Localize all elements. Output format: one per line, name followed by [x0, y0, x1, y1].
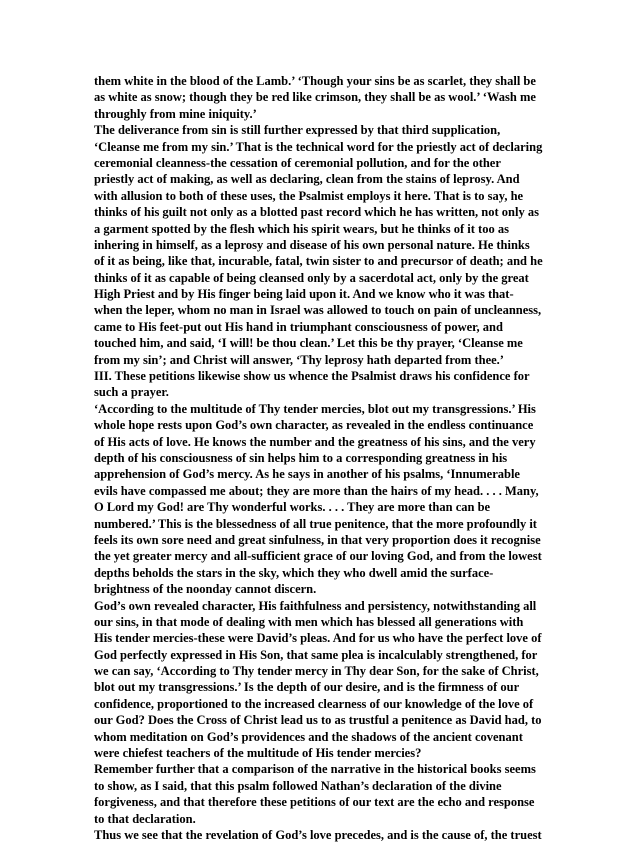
text-line: ‘Cleanse me from my sin.’ That is the technical word for the priestly act of declaring	[94, 139, 543, 154]
text-line: The deliverance from sin is still further expressed by that third supplication,	[94, 123, 501, 138]
text-line: came to His feet-put out His hand in triumphant consciousness of power, and	[94, 319, 503, 334]
text-line: whole hope rests upon God’s own character, as revealed in the endless continuance	[94, 418, 534, 433]
text-line: feels its own sore need and great sinfulness, in that very proportion does it recognise	[94, 532, 541, 547]
text-line: were chiefest teachers of the multitude of His tender mercies?	[94, 746, 422, 761]
text-line: High Priest and by His finger being laid upon it. And we know who it was that-	[94, 287, 514, 302]
text-line: throughly from mine iniquity.’	[94, 106, 257, 121]
text-line: thinks of it as capable of being cleansed only by a sacerdotal act, only by the great	[94, 270, 529, 285]
text-line: brightness of the noonday cannot discern.	[94, 582, 317, 597]
text-line: Thus we see that the revelation of God’s love precedes, and is the cause of, the truest	[94, 827, 542, 842]
text-line: numbered.’ This is the blessedness of all true penitence, that the more profoundly it	[94, 516, 537, 531]
text-line: the yet greater mercy and all-sufficient grace of our loving God, and from the lowest	[94, 549, 542, 564]
text-line: God perfectly expressed in His Son, that same plea is incalculably strengthened, for	[94, 647, 538, 662]
text-line: forgiveness, and that therefore these petitions of our text are the echo and response	[94, 795, 535, 810]
text-line: His tender mercies-these were David’s pleas. And for us who have the perfect love of	[94, 631, 542, 646]
text-line: God’s own revealed character, His faithfulness and persistency, notwithstanding all	[94, 598, 537, 613]
text-line: a garment spotted by the flesh which his spirit wears, but he thinks of it too as	[94, 221, 509, 236]
text-line: ‘According to the multitude of Thy tender mercies, blot out my transgressions.’ His	[94, 401, 536, 416]
text-line: O Lord my God! are Thy wonderful works. . . . They are more than can be	[94, 500, 491, 515]
text-line: blot out my transgressions.’ Is the depth of our desire, and is the firmness of our	[94, 680, 520, 695]
text-line: touched him, and said, ‘I will! be thou clean.’ Let this be thy prayer, ‘Cleanse me	[94, 336, 523, 351]
body-text	[94, 73, 554, 843]
text-line: from my sin’; and Christ will answer, ‘Thy leprosy hath departed from thee.’	[94, 352, 504, 367]
text-line: to show, as I said, that this psalm followed Nathan’s declaration of the divine	[94, 778, 502, 793]
text-line: inhering in himself, as a leprosy and disease of his own personal nature. He thinks	[94, 237, 530, 252]
text-line: priestly act of making, as well as declaring, clean from the stains of leprosy. And	[94, 172, 520, 187]
text-line: such a prayer.	[94, 385, 169, 400]
text-line: ceremonial cleanness-the cessation of ceremonial pollution, and for the other	[94, 155, 501, 170]
text-line: whom meditation on God’s providences and the shadows of the ancient covenant	[94, 729, 523, 744]
text-line: we can say, ‘According to Thy tender mercy in Thy dear Son, for the sake of Christ,	[94, 664, 539, 679]
text-line: them white in the blood of the Lamb.’ ‘Though your sins be as scarlet, they shall be	[94, 74, 536, 88]
text-line: depths beholds the stars in the sky, which they who dwell amid the surface-	[94, 565, 494, 580]
text-line: to that declaration.	[94, 811, 196, 826]
text-line: confidence, proportioned to the increased clearness of our knowledge of the love of	[94, 696, 534, 711]
text-line: our God? Does the Cross of Christ lead us to as trustful a penitence as David had, to	[94, 713, 542, 728]
text-line: thinks of his guilt not only as a blotted past record which he has written, not only as	[94, 205, 539, 220]
text-line: depth of his consciousness of sin helps him to a corresponding greatness in his	[94, 450, 508, 465]
text-line: apprehension of God’s mercy. As he says in another of his psalms, ‘Innumerable	[94, 467, 520, 482]
text-line: of it as being, like that, incurable, fatal, twin sister to and precursor of death; and he	[94, 254, 543, 269]
text-line: of His acts of love. He knows the number and the greatness of his sins, and the very	[94, 434, 536, 449]
text-line: when the leper, whom no man in Israel was allowed to touch on pain of uncleanness,	[94, 303, 542, 318]
text-line: evils have compassed me about; they are more than the hairs of my head. . . . Many,	[94, 483, 539, 498]
text-line: with allusion to both of these uses, the Psalmist employs it here. That is to say, he	[94, 188, 524, 203]
text-line: our sins, in that mode of dealing with men which has blessed all generations with	[94, 614, 524, 629]
text-line: as white as snow; though they be red like crimson, they shall be as wool.’ ‘Wash me	[94, 90, 536, 105]
text-line: III. These petitions likewise show us whence the Psalmist draws his confidence for	[94, 369, 530, 384]
text-line: Remember further that a comparison of the narrative in the historical books seems	[94, 762, 536, 777]
